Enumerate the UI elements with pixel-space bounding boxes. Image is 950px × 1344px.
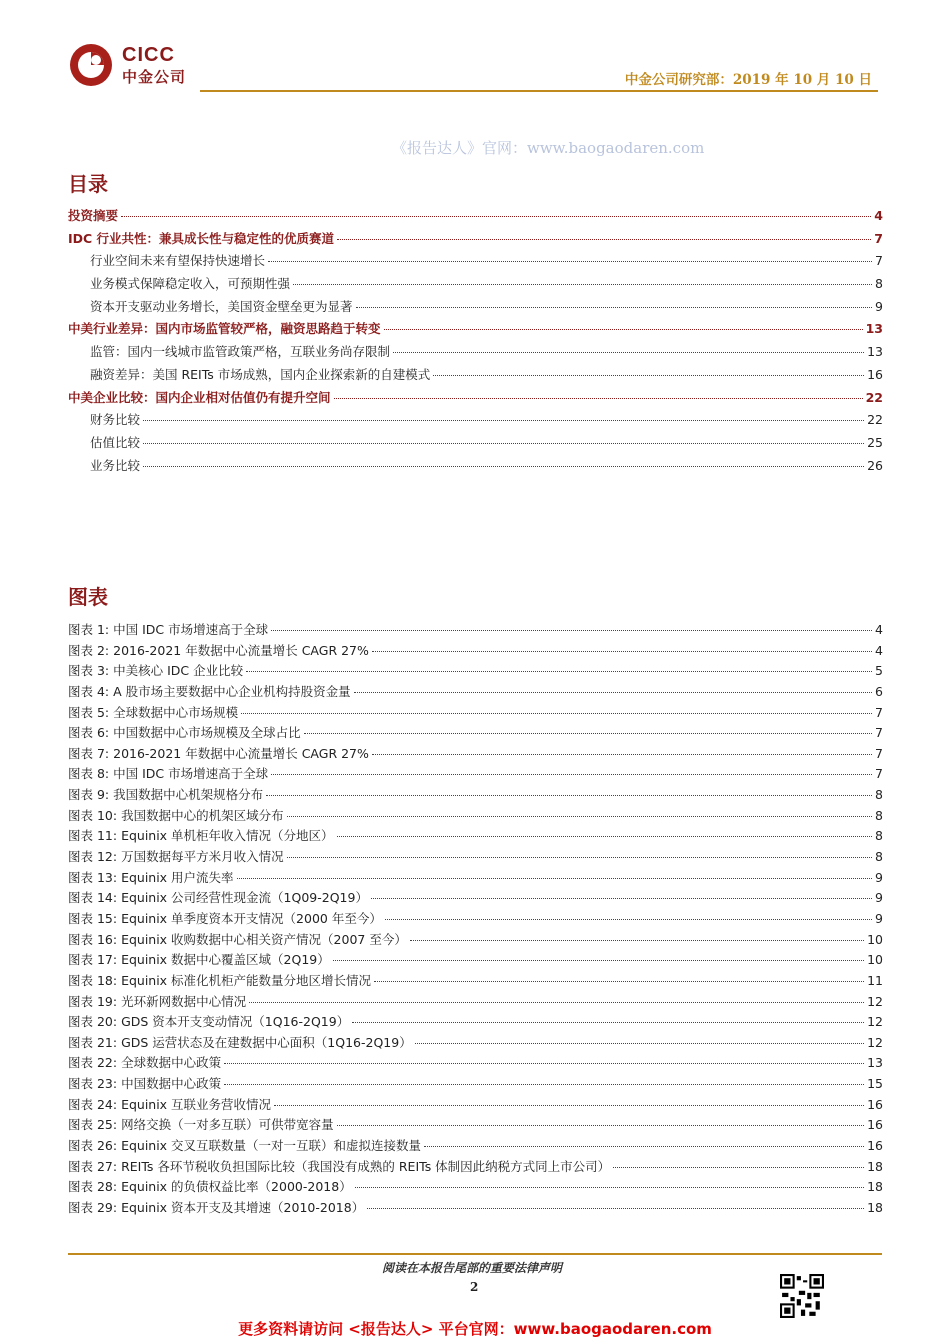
chart-list-entry[interactable] — [68, 868, 883, 889]
chart-list-entry[interactable] — [68, 620, 883, 641]
toc-entry-text: 融资差异：美国 REITs 市场成熟，国内企业探索新的自建模式 — [90, 366, 431, 382]
dot-leader — [415, 1043, 864, 1044]
chart-list-entry-page: 9 — [875, 910, 883, 926]
chart-list-entry-page: 16 — [867, 1117, 883, 1133]
chart-list-entry-text: 图表 13: Equinix 用户流失率 — [68, 869, 234, 885]
promo-banner[interactable]: 更多资料请访问 <报告达人> 平台官网：www.baogaodaren.com — [238, 1320, 712, 1338]
dot-leader — [337, 239, 871, 240]
chart-list-entry-text: 图表 26: Equinix 交叉互联数量（一对一互联）和虚拟连接数量 — [68, 1138, 422, 1154]
chart-list-entry-page: 18 — [867, 1199, 883, 1215]
dot-leader — [337, 1125, 865, 1126]
chart-list-entry[interactable] — [68, 826, 883, 847]
chart-list-entry[interactable] — [68, 971, 883, 992]
legal-notice: 阅读在本报告尾部的重要法律声明 — [382, 1261, 563, 1275]
toc-title: 目录 — [68, 172, 108, 196]
dot-leader — [372, 651, 872, 652]
chart-list-entry-page: 9 — [875, 869, 883, 885]
chart-list-entry-page: 7 — [875, 725, 883, 741]
toc-entry-page: 8 — [875, 276, 883, 292]
toc-entry-page: 9 — [875, 298, 883, 314]
chart-list-entry[interactable] — [68, 806, 883, 827]
toc-entry-text: 资本开支驱动业务增长，美国资金壁垒更为显著 — [90, 298, 353, 314]
chart-list-entry-page: 12 — [867, 1014, 883, 1030]
toc-entry[interactable] — [68, 206, 883, 229]
toc-entry-page: 25 — [867, 434, 883, 450]
toc-entry-text: 中美企业比较：国内企业相对估值仍有提升空间 — [68, 389, 331, 405]
chart-list-entry[interactable] — [68, 744, 883, 765]
toc-entry[interactable] — [68, 297, 883, 320]
chart-list-entry-text: 图表 23: 中国数据中心政策 — [68, 1076, 222, 1092]
chart-list-entry[interactable] — [68, 1115, 883, 1136]
chart-list-entry[interactable] — [68, 1136, 883, 1157]
chart-list-entry[interactable] — [68, 930, 883, 951]
dot-leader — [143, 466, 864, 467]
chart-list-entry-text: 图表 28: Equinix 的负债权益比率（2000-2018） — [68, 1179, 352, 1195]
dot-leader — [271, 774, 872, 775]
chart-list-entry-text: 图表 14: Equinix 公司经营性现金流（1Q09-2Q19） — [68, 890, 368, 906]
dot-leader — [356, 307, 873, 308]
page-number: 2 — [470, 1280, 479, 1294]
chart-list-entry-page: 6 — [875, 683, 883, 699]
dot-leader — [246, 671, 872, 672]
dot-leader — [224, 1063, 864, 1064]
dot-leader — [287, 816, 872, 817]
chart-list-entry[interactable] — [68, 723, 883, 744]
dot-leader — [372, 754, 872, 755]
chart-list-entry[interactable] — [68, 682, 883, 703]
dot-leader — [271, 630, 872, 631]
toc-entry-page: 26 — [867, 457, 883, 473]
chart-list-entry-text: 图表 17: Equinix 数据中心覆盖区域（2Q19） — [68, 952, 330, 968]
chart-list-entry-page: 16 — [867, 1138, 883, 1154]
toc-entry-page: 13 — [867, 344, 883, 360]
dot-leader — [352, 1022, 864, 1023]
toc-entry-page: 22 — [867, 412, 883, 428]
toc-entry-text: 业务比较 — [90, 457, 141, 473]
dot-leader — [355, 1187, 864, 1188]
chart-list-entry-page: 12 — [867, 993, 883, 1009]
toc-entry-text: 中美行业差异：国内市场监管较严格，融资思路趋于转变 — [68, 321, 381, 337]
toc-entry[interactable] — [68, 342, 883, 365]
dot-leader — [384, 329, 863, 330]
dot-leader — [410, 940, 864, 941]
toc-entry[interactable] — [68, 410, 883, 433]
chart-list-entry-page: 10 — [867, 952, 883, 968]
chart-list-entry-page: 8 — [875, 807, 883, 823]
chart-list-entry[interactable] — [68, 909, 883, 930]
toc-entry-text: 监管：国内一线城市监管政策严格，互联业务尚存限制 — [90, 344, 391, 360]
toc-entry[interactable] — [68, 365, 883, 388]
chart-list-entry[interactable] — [68, 950, 883, 971]
dot-leader — [143, 420, 864, 421]
chart-list-entry-page: 8 — [875, 849, 883, 865]
dot-leader — [613, 1167, 864, 1168]
chart-list-entry-page: 8 — [875, 787, 883, 803]
dot-leader — [424, 1146, 864, 1147]
chart-list-entry[interactable] — [68, 1198, 883, 1219]
toc-list — [68, 206, 883, 478]
watermark-link[interactable]: 《报告达人》官网：www.baogaodaren.com — [392, 139, 705, 157]
toc-entry-page: 4 — [874, 208, 883, 223]
chart-list-entry-text: 图表 9: 我国数据中心机架规格分布 — [68, 787, 264, 803]
chart-list-entry-page: 18 — [867, 1179, 883, 1195]
toc-entry-text: 业务模式保障稳定收入，可预期性强 — [90, 276, 291, 292]
chart-list-entry-page: 11 — [867, 972, 883, 988]
dot-leader — [121, 216, 871, 217]
dot-leader — [241, 713, 872, 714]
charts-title: 图表 — [68, 585, 108, 609]
chart-list-entry-page: 4 — [875, 622, 883, 637]
chart-list-entry-text: 图表 21: GDS 运营状态及在建数据中心面积（1Q16-2Q19） — [68, 1034, 412, 1050]
dot-leader — [143, 443, 864, 444]
chart-list-entry-text: 图表 5: 全球数据中心市场规模 — [68, 704, 239, 720]
chart-list-entry[interactable] — [68, 641, 883, 662]
dot-leader — [433, 375, 864, 376]
chart-list-entry-page: 12 — [867, 1034, 883, 1050]
chart-list-entry-page: 15 — [867, 1076, 883, 1092]
toc-entry[interactable] — [68, 251, 883, 274]
header-divider — [200, 90, 878, 92]
dot-leader — [374, 981, 864, 982]
chart-list-entry-text: 图表 6: 中国数据中心市场规模及全球占比 — [68, 725, 301, 741]
toc-entry-page: 16 — [867, 366, 883, 382]
toc-entry[interactable] — [68, 433, 883, 456]
charts-list — [68, 620, 883, 1219]
chart-list-entry-page: 4 — [875, 642, 883, 658]
toc-entry-text: 行业空间未来有望保持快速增长 — [90, 253, 266, 269]
dot-leader — [224, 1084, 864, 1085]
chart-list-entry[interactable] — [68, 992, 883, 1013]
dot-leader — [249, 1002, 864, 1003]
chart-list-entry[interactable] — [68, 847, 883, 868]
dot-leader — [266, 795, 872, 796]
chart-list-entry[interactable] — [68, 1095, 883, 1116]
dot-leader — [293, 284, 872, 285]
chart-list-entry[interactable] — [68, 764, 883, 785]
qr-code-icon[interactable] — [780, 1274, 824, 1318]
chart-list-entry-text: 图表 29: Equinix 资本开支及其增速（2010-2018） — [68, 1199, 365, 1215]
toc-entry[interactable] — [68, 229, 883, 252]
toc-entry-page: 7 — [875, 253, 883, 269]
chart-list-entry-text: 图表 16: Equinix 收购数据中心相关资产情况（2007 至今） — [68, 931, 407, 947]
chart-list-entry[interactable] — [68, 1053, 883, 1074]
chart-list-entry-page: 18 — [867, 1158, 883, 1174]
chart-list-entry[interactable] — [68, 1177, 883, 1198]
chart-list-entry-text: 图表 18: Equinix 标准化机柜产能数量分地区增长情况 — [68, 972, 372, 988]
dot-leader — [337, 836, 872, 837]
toc-entry-text: 财务比较 — [90, 412, 141, 428]
dot-leader — [393, 352, 864, 353]
chart-list-entry-text: 图表 10: 我国数据中心的机架区域分布 — [68, 807, 284, 823]
dot-leader — [287, 857, 872, 858]
toc-entry-page: 22 — [865, 389, 883, 405]
dot-leader — [274, 1105, 864, 1106]
footer-divider — [68, 1253, 882, 1255]
dot-leader — [333, 960, 864, 961]
chart-list-entry-page: 5 — [875, 663, 883, 679]
chart-list-entry-text: 图表 25: 网络交换（一对多互联）可供带宽容量 — [68, 1117, 334, 1133]
chart-list-entry[interactable] — [68, 785, 883, 806]
chart-list-entry-page: 9 — [875, 890, 883, 906]
chart-list-entry-page: 13 — [867, 1055, 883, 1071]
chart-list-entry-text: 图表 8: 中国 IDC 市场增速高于全球 — [68, 766, 269, 782]
toc-entry[interactable] — [68, 388, 883, 411]
chart-list-entry[interactable] — [68, 1157, 883, 1178]
toc-entry-text: 投资摘要 — [68, 208, 119, 223]
toc-entry[interactable] — [68, 274, 883, 297]
dot-leader — [334, 398, 863, 399]
chart-list-entry-page: 8 — [875, 828, 883, 844]
toc-entry-page: 13 — [865, 321, 883, 337]
logo-text-cn: 中金公司 — [122, 68, 187, 86]
chart-list-entry-text: 图表 3: 中美核心 IDC 企业比较 — [68, 663, 244, 679]
chart-list-entry-page: 7 — [875, 745, 883, 761]
chart-list-entry-page: 7 — [875, 766, 883, 782]
cicc-logo-icon — [68, 42, 114, 88]
chart-list-entry-text: 图表 22: 全球数据中心政策 — [68, 1055, 222, 1071]
chart-list-entry-text: 图表 1: 中国 IDC 市场增速高于全球 — [68, 622, 269, 637]
header-dept-date: 中金公司研究部：2019 年 10 月 10 日 — [624, 72, 872, 88]
toc-entry[interactable] — [68, 319, 883, 342]
chart-list-entry-text: 图表 11: Equinix 单机柜年收入情况（分地区） — [68, 828, 334, 844]
dot-leader — [354, 692, 872, 693]
dot-leader — [237, 878, 872, 879]
chart-list-entry-page: 16 — [867, 1096, 883, 1112]
chart-list-entry-text: 图表 7: 2016-2021 年数据中心流量增长 CAGR 27% — [68, 745, 369, 761]
toc-entry[interactable] — [68, 456, 883, 479]
logo-text-en: CICC — [122, 44, 175, 66]
chart-list-entry[interactable] — [68, 1012, 883, 1033]
chart-list-entry-text: 图表 2: 2016-2021 年数据中心流量增长 CAGR 27% — [68, 642, 369, 658]
chart-list-entry-text: 图表 20: GDS 资本开支变动情况（1Q16-2Q19） — [68, 1014, 350, 1030]
chart-list-entry-text: 图表 19: 光环新网数据中心情况 — [68, 993, 247, 1009]
toc-entry-text: IDC 行业共性：兼具成长性与稳定性的优质赛道 — [68, 230, 335, 246]
chart-list-entry[interactable] — [68, 661, 883, 682]
chart-list-entry[interactable] — [68, 703, 883, 724]
dot-leader — [371, 898, 872, 899]
dot-leader — [367, 1208, 864, 1209]
dot-leader — [304, 733, 872, 734]
chart-list-entry-page: 10 — [867, 931, 883, 947]
chart-list-entry[interactable] — [68, 888, 883, 909]
chart-list-entry[interactable] — [68, 1074, 883, 1095]
dot-leader — [268, 261, 872, 262]
chart-list-entry-text: 图表 27: REITs 各环节税收负担国际比较（我国没有成熟的 REITs 体制因此纳税方式同上市公司） — [68, 1158, 611, 1174]
chart-list-entry-text: 图表 4: A 股市场主要数据中心企业机构持股资金量 — [68, 683, 351, 699]
chart-list-entry-text: 图表 24: Equinix 互联业务营收情况 — [68, 1096, 272, 1112]
toc-entry-page: 7 — [874, 230, 883, 246]
chart-list-entry[interactable] — [68, 1033, 883, 1054]
chart-list-entry-text: 图表 15: Equinix 单季度资本开支情况（2000 年至今） — [68, 910, 382, 926]
toc-entry-text: 估值比较 — [90, 434, 141, 450]
cicc-logo — [68, 42, 198, 92]
chart-list-entry-page: 7 — [875, 704, 883, 720]
chart-list-entry-text: 图表 12: 万国数据每平方米月收入情况 — [68, 849, 284, 865]
dot-leader — [385, 919, 872, 920]
